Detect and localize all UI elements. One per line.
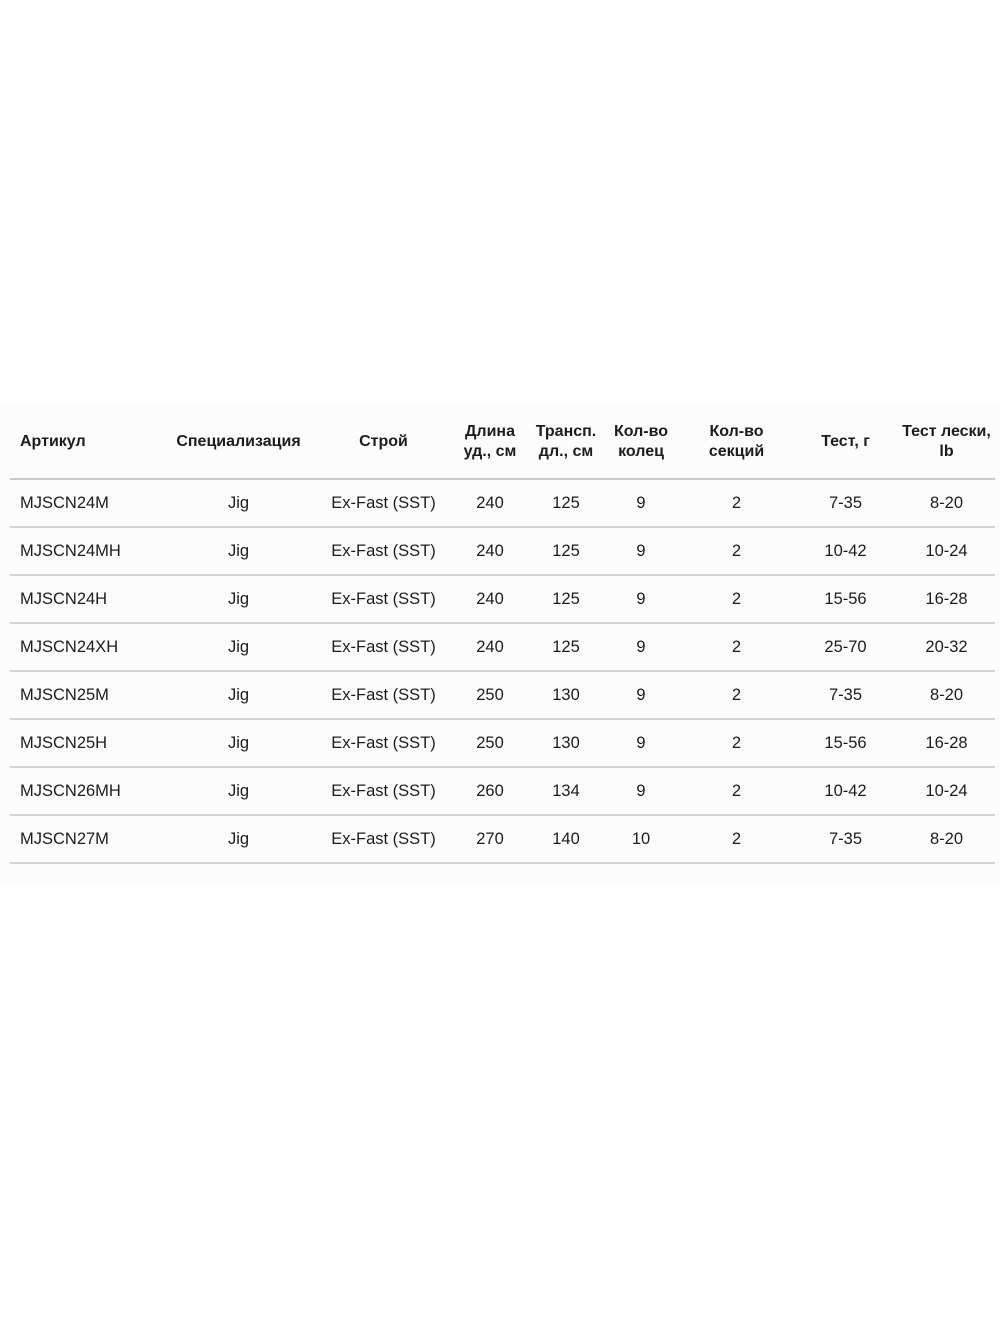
cell-transport-length: 125 [530,575,602,623]
cell-casting-weight: 7-35 [793,671,898,719]
cell-article: MJSCN24H [10,575,160,623]
cell-casting-weight: 15-56 [793,575,898,623]
cell-specialization: Jig [160,719,317,767]
header-transport-length: Трансп. дл., см [530,405,602,479]
cell-sections-count: 2 [680,479,793,527]
cell-transport-length: 130 [530,671,602,719]
cell-article: MJSCN24M [10,479,160,527]
cell-casting-weight: 7-35 [793,815,898,863]
cell-line-test: 10-24 [898,767,995,815]
cell-casting-weight: 10-42 [793,527,898,575]
cell-guides-count: 9 [602,767,680,815]
table-header-row [10,405,995,479]
header-sections-count: Кол-во секций [680,405,793,479]
cell-line-test: 8-20 [898,815,995,863]
cell-transport-length: 125 [530,527,602,575]
cell-length: 270 [450,815,530,863]
cell-sections-count: 2 [680,767,793,815]
table-row [10,815,995,863]
cell-specialization: Jig [160,767,317,815]
cell-line-test: 16-28 [898,575,995,623]
table-row [10,623,995,671]
cell-sections-count: 2 [680,671,793,719]
cell-length: 240 [450,527,530,575]
cell-specialization: Jig [160,623,317,671]
cell-guides-count: 9 [602,575,680,623]
header-article: Артикул [10,405,160,479]
cell-line-test: 10-24 [898,527,995,575]
table-body [10,479,995,863]
cell-line-test: 8-20 [898,479,995,527]
cell-length: 240 [450,623,530,671]
cell-action: Ex-Fast (SST) [317,767,450,815]
cell-action: Ex-Fast (SST) [317,479,450,527]
cell-guides-count: 9 [602,719,680,767]
cell-transport-length: 130 [530,719,602,767]
cell-action: Ex-Fast (SST) [317,527,450,575]
cell-transport-length: 134 [530,767,602,815]
cell-article: MJSCN26MH [10,767,160,815]
cell-sections-count: 2 [680,623,793,671]
cell-action: Ex-Fast (SST) [317,815,450,863]
cell-length: 240 [450,479,530,527]
table-row [10,575,995,623]
cell-casting-weight: 25-70 [793,623,898,671]
cell-guides-count: 9 [602,623,680,671]
cell-line-test: 8-20 [898,671,995,719]
cell-specialization: Jig [160,671,317,719]
cell-article: MJSCN24MH [10,527,160,575]
cell-casting-weight: 7-35 [793,479,898,527]
header-guides-count: Кол-во колец [602,405,680,479]
cell-article: MJSCN25H [10,719,160,767]
cell-casting-weight: 15-56 [793,719,898,767]
cell-length: 250 [450,719,530,767]
cell-guides-count: 9 [602,479,680,527]
table-row [10,527,995,575]
cell-length: 240 [450,575,530,623]
header-action: Строй [317,405,450,479]
cell-length: 250 [450,671,530,719]
cell-guides-count: 9 [602,671,680,719]
cell-specialization: Jig [160,575,317,623]
cell-article: MJSCN27M [10,815,160,863]
cell-length: 260 [450,767,530,815]
header-specialization: Специализация [160,405,317,479]
cell-action: Ex-Fast (SST) [317,623,450,671]
cell-sections-count: 2 [680,527,793,575]
cell-article: MJSCN25M [10,671,160,719]
spec-sheet [0,405,1000,883]
rod-spec-table [10,405,995,864]
cell-guides-count: 10 [602,815,680,863]
cell-transport-length: 125 [530,623,602,671]
cell-action: Ex-Fast (SST) [317,719,450,767]
cell-article: MJSCN24XH [10,623,160,671]
cell-specialization: Jig [160,815,317,863]
cell-sections-count: 2 [680,815,793,863]
cell-specialization: Jig [160,479,317,527]
cell-action: Ex-Fast (SST) [317,671,450,719]
cell-action: Ex-Fast (SST) [317,575,450,623]
cell-line-test: 16-28 [898,719,995,767]
header-length: Длина уд., см [450,405,530,479]
table-row [10,671,995,719]
table-row [10,479,995,527]
header-casting-weight: Тест, г [793,405,898,479]
header-line-test: Тест лески, lb [898,405,995,479]
cell-sections-count: 2 [680,575,793,623]
cell-guides-count: 9 [602,527,680,575]
table-row [10,767,995,815]
cell-transport-length: 140 [530,815,602,863]
table-row [10,719,995,767]
cell-specialization: Jig [160,527,317,575]
cell-line-test: 20-32 [898,623,995,671]
cell-sections-count: 2 [680,719,793,767]
cell-casting-weight: 10-42 [793,767,898,815]
cell-transport-length: 125 [530,479,602,527]
